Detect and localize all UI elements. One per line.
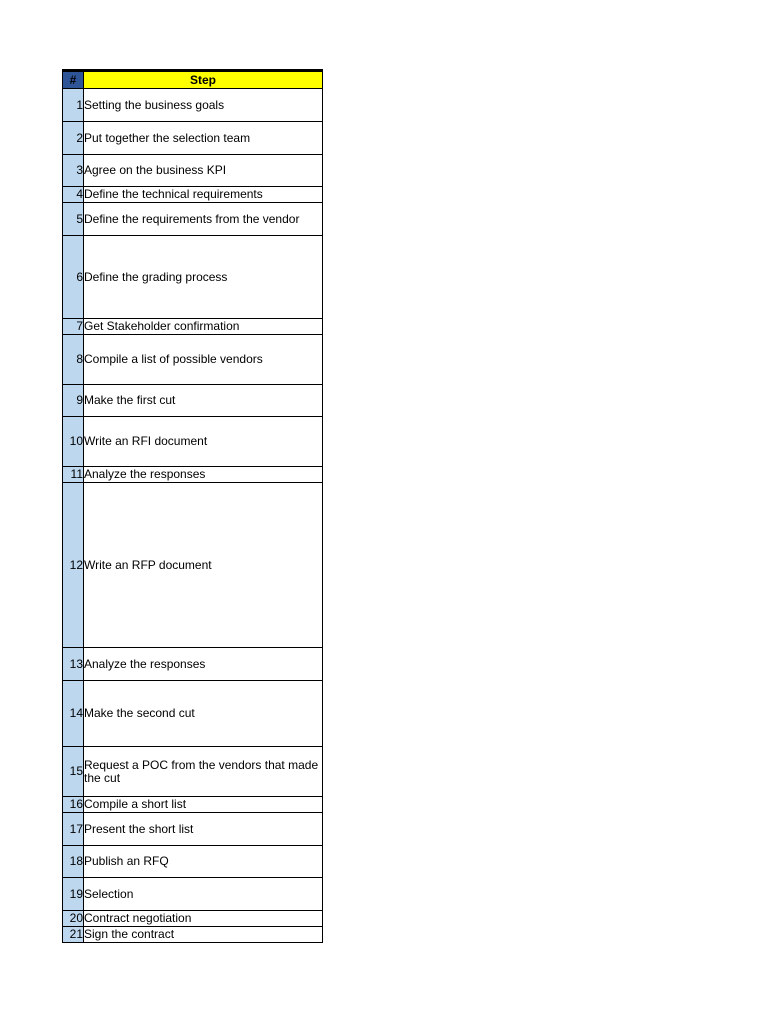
step-description: Publish an RFQ [84, 846, 323, 878]
step-description: Agree on the business KPI [84, 155, 323, 187]
step-description: Make the second cut [84, 681, 323, 747]
step-description: Define the technical requirements [84, 187, 323, 203]
step-description: Compile a short list [84, 797, 323, 813]
step-description: Put together the selection team [84, 122, 323, 155]
table-row [63, 89, 323, 122]
step-description: Request a POC from the vendors that made the cut [84, 747, 323, 797]
step-number: 9 [63, 385, 84, 417]
table-row [63, 927, 323, 943]
table-row [63, 385, 323, 417]
step-description: Get Stakeholder confirmation [84, 319, 323, 335]
step-description: Compile a list of possible vendors [84, 335, 323, 385]
step-number: 1 [63, 89, 84, 122]
step-description: Selection [84, 878, 323, 911]
table-row [63, 813, 323, 846]
table-row [63, 187, 323, 203]
table-row [63, 483, 323, 648]
table-row [63, 797, 323, 813]
step-description: Analyze the responses [84, 467, 323, 483]
step-number: 16 [63, 797, 84, 813]
step-number: 14 [63, 681, 84, 747]
step-number: 21 [63, 927, 84, 943]
step-number: 11 [63, 467, 84, 483]
table-row [63, 417, 323, 467]
step-number: 5 [63, 203, 84, 236]
step-description: Contract negotiation [84, 911, 323, 927]
step-description: Write an RFP document [84, 483, 323, 648]
step-number: 6 [63, 236, 84, 319]
step-number: 13 [63, 648, 84, 681]
table-row [63, 122, 323, 155]
table-row [63, 319, 323, 335]
step-number: 10 [63, 417, 84, 467]
step-description: Analyze the responses [84, 648, 323, 681]
step-description: Sign the contract [84, 927, 323, 943]
table-row [63, 648, 323, 681]
step-number: 8 [63, 335, 84, 385]
step-number: 7 [63, 319, 84, 335]
table-row [63, 878, 323, 911]
table-row [63, 467, 323, 483]
step-number: 2 [63, 122, 84, 155]
step-number: 15 [63, 747, 84, 797]
step-description: Write an RFI document [84, 417, 323, 467]
steps-table [62, 69, 323, 943]
step-description: Define the grading process [84, 236, 323, 319]
step-number: 19 [63, 878, 84, 911]
step-number: 17 [63, 813, 84, 846]
table-row [63, 911, 323, 927]
number-column-header: # [63, 71, 84, 89]
step-column-header: Step [84, 71, 323, 89]
table-row [63, 203, 323, 236]
step-description: Setting the business goals [84, 89, 323, 122]
step-description: Present the short list [84, 813, 323, 846]
table-row [63, 747, 323, 797]
step-number: 18 [63, 846, 84, 878]
header-row [63, 71, 323, 89]
table-row [63, 846, 323, 878]
table-row [63, 155, 323, 187]
step-description: Define the requirements from the vendor [84, 203, 323, 236]
step-number: 3 [63, 155, 84, 187]
step-number: 4 [63, 187, 84, 203]
table-row [63, 681, 323, 747]
table-row [63, 236, 323, 319]
table-row [63, 335, 323, 385]
step-number: 20 [63, 911, 84, 927]
step-number: 12 [63, 483, 84, 648]
step-description: Make the first cut [84, 385, 323, 417]
